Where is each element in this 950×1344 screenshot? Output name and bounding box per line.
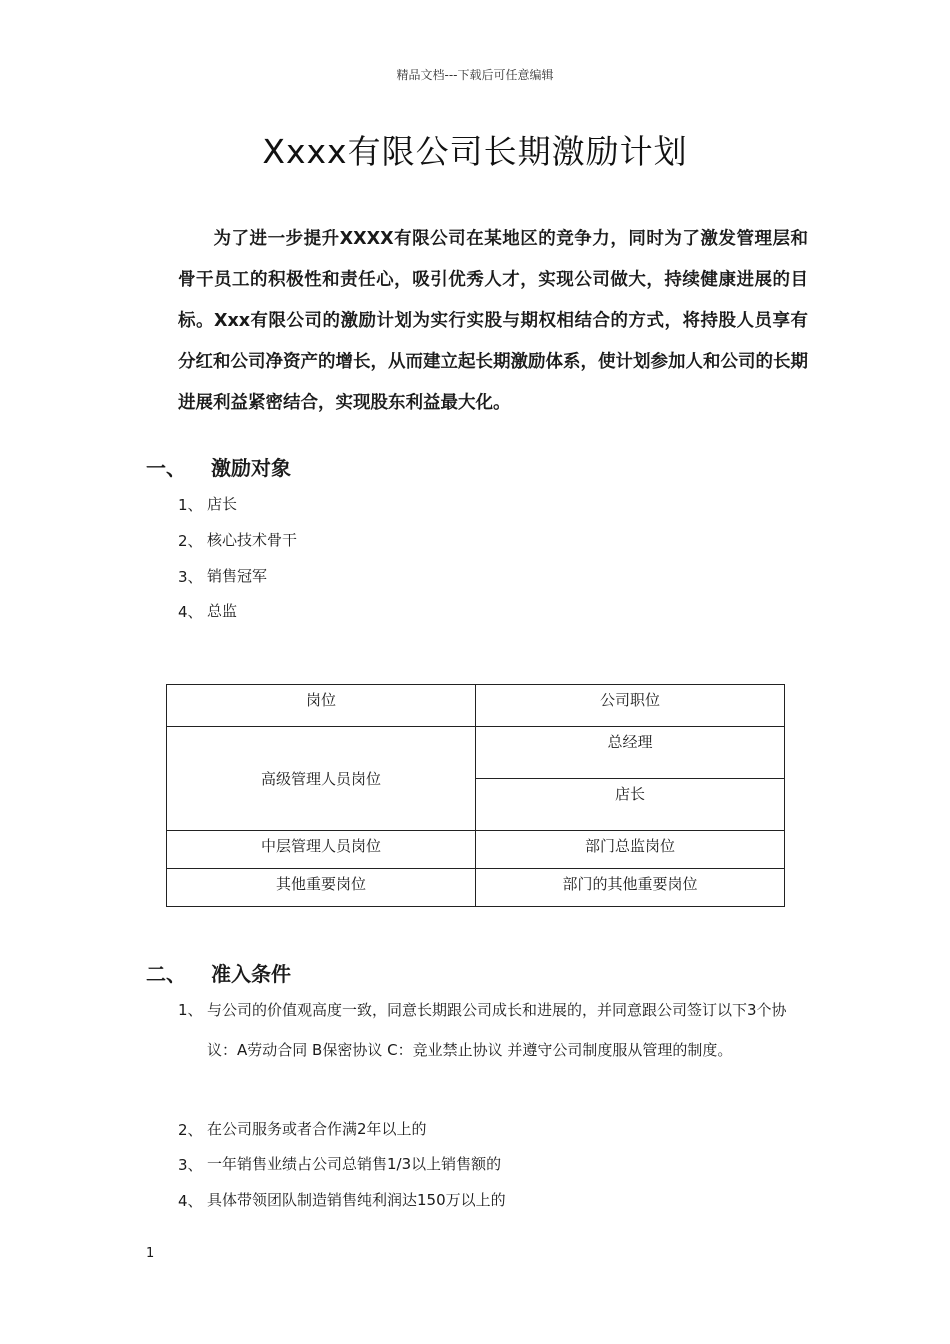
list-index: 2、	[178, 532, 203, 550]
table-row	[167, 831, 785, 869]
list-index: 1、	[178, 1001, 203, 1019]
intro-text: 为了进一步提升XXXX有限公司在某地区的竞争力，同时为了激发管理层和骨干员工的积极性和责任心，吸引优秀人才，实现公司做大，持续健康进展的目标。Xxx有限公司的激励计划为实行实股与期权相结合的方式，将持股人员享有分红和公司净资产的增长，从而建立起长期激励体系，使计划参加人和公司的长期进展利益紧密结合，实现股东利益最大化。	[178, 229, 808, 413]
table-row	[167, 727, 785, 779]
list-index: 2、	[178, 1121, 203, 1139]
document-title: Xxxx有限公司长期激励计划	[262, 132, 688, 171]
roles-table	[166, 684, 785, 907]
list-item	[178, 494, 807, 515]
list-item	[178, 530, 807, 551]
table-cell: 部门总监岗位	[476, 831, 785, 869]
list-item	[178, 1154, 807, 1175]
table-cell: 中层管理人员岗位	[167, 831, 476, 869]
table-header-cell: 公司职位	[476, 685, 785, 727]
list-text: 具体带领团队制造销售纯利润达150万以上的	[207, 1191, 506, 1209]
list-item	[178, 1190, 807, 1211]
table-row	[167, 869, 785, 907]
table-cell: 其他重要岗位	[167, 869, 476, 907]
table-cell: 高级管理人员岗位	[167, 727, 476, 831]
section-title: 准入条件	[211, 962, 291, 986]
list-text: 销售冠军	[207, 567, 268, 585]
table-cell: 总经理	[476, 727, 785, 779]
section-heading-entry-conditions	[146, 958, 291, 987]
list-text: 一年销售业绩占公司总销售1/3以上销售额的	[207, 1155, 502, 1173]
list-text: 店长	[207, 495, 238, 513]
list-text: 在公司服务或者合作满2年以上的	[207, 1120, 427, 1138]
intro-paragraph	[178, 219, 808, 424]
list-index: 4、	[178, 603, 203, 621]
table-header-row	[167, 685, 785, 727]
list-index: 3、	[178, 1156, 203, 1174]
table-cell: 店长	[476, 779, 785, 831]
section-title: 激励对象	[211, 456, 291, 480]
list-item	[178, 1119, 807, 1140]
section-number: 二、	[146, 962, 186, 986]
section-number: 一、	[146, 456, 186, 480]
list-index: 3、	[178, 568, 203, 586]
header-note: 精品文档---下载后可任意编辑	[396, 68, 554, 82]
list-text: 核心技术骨干	[207, 531, 298, 549]
table-cell: 部门的其他重要岗位	[476, 869, 785, 907]
list-item	[178, 566, 807, 587]
page-number: 1	[146, 1246, 155, 1261]
list-item	[178, 601, 807, 622]
table-header-cell: 岗位	[167, 685, 476, 727]
section-heading-incentive-targets	[146, 452, 291, 481]
list-index: 4、	[178, 1192, 203, 1210]
list-index: 1、	[178, 496, 203, 514]
list-text: 与公司的价值观高度一致，同意长期跟公司成长和进展的，并同意跟公司签订以下3个协议：A劳动合同 B保密协议 C：竞业禁止协议 并遵守公司制度服从管理的制度。	[207, 1001, 787, 1059]
list-item	[178, 990, 807, 1070]
list-text: 总监	[207, 602, 238, 620]
